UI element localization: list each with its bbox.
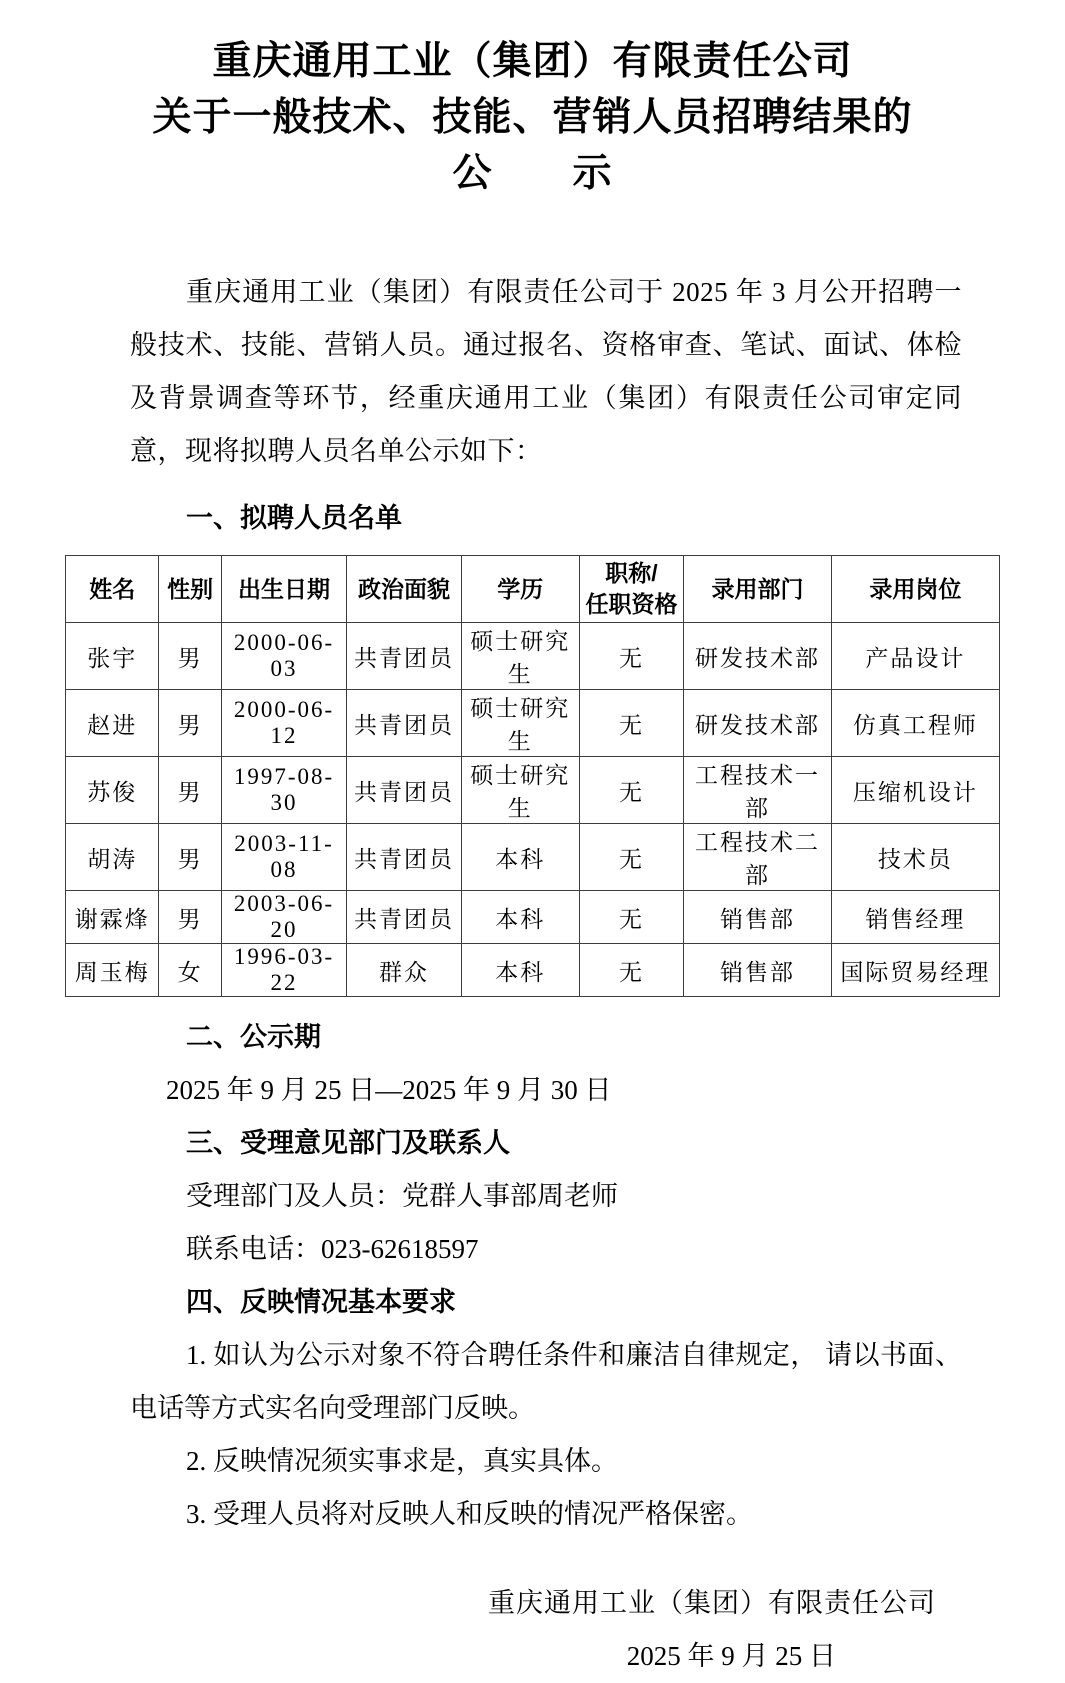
table-cell: 2003-06-20 <box>221 891 346 944</box>
table-body <box>66 623 1000 997</box>
table-cell: 本科 <box>461 944 579 997</box>
contact-phone-line: 联系电话：023-62618597 <box>186 1234 479 1264</box>
signature-date: 2025 年 9 月 25 日 <box>626 1641 836 1671</box>
section1-heading: 一、拟聘人员名单 <box>186 503 402 533</box>
table-cell: 工程技术二部 <box>684 824 832 891</box>
requirement-item-3: 3. 受理人员将对反映人和反映的情况严格保密。 <box>186 1499 753 1529</box>
table-cell: 共青团员 <box>347 690 462 757</box>
title-line-subject: 关于一般技术、技能、营销人员招聘结果的 <box>152 96 913 139</box>
table-cell: 无 <box>579 891 684 944</box>
requirement-item-1: 1. 如认为公示对象不符合聘任条件和廉洁自律规定， 请以书面、电话等方式实名向受理部门反映。 <box>130 1340 962 1423</box>
table-cell: 男 <box>159 891 222 944</box>
table-cell: 男 <box>159 623 222 690</box>
table-cell: 产品设计 <box>831 623 999 690</box>
table-cell: 本科 <box>461 891 579 944</box>
section4-heading: 四、反映情况基本要求 <box>186 1287 456 1317</box>
table-cell: 女 <box>159 944 222 997</box>
table-cell: 硕士研究生 <box>461 690 579 757</box>
table-row <box>66 944 1000 997</box>
table-cell: 无 <box>579 690 684 757</box>
table-cell: 无 <box>579 757 684 824</box>
table-cell: 2000-06-12 <box>221 690 346 757</box>
table-cell: 1997-08-30 <box>221 757 346 824</box>
table-cell: 销售部 <box>684 944 832 997</box>
table-cell: 仿真工程师 <box>831 690 999 757</box>
table-cell: 张宇 <box>66 623 159 690</box>
table-cell: 群众 <box>347 944 462 997</box>
table-cell: 国际贸易经理 <box>831 944 999 997</box>
table-row <box>66 690 1000 757</box>
table-cell: 共青团员 <box>347 623 462 690</box>
table-cell: 销售部 <box>684 891 832 944</box>
document-title <box>0 34 1065 202</box>
table-cell: 硕士研究生 <box>461 623 579 690</box>
table-cell: 无 <box>579 944 684 997</box>
hired-personnel-table <box>65 555 1000 997</box>
table-cell: 本科 <box>461 824 579 891</box>
table-cell: 谢霖烽 <box>66 891 159 944</box>
table-cell: 技术员 <box>831 824 999 891</box>
table-cell: 2000-06-03 <box>221 623 346 690</box>
table-cell: 共青团员 <box>347 891 462 944</box>
table-cell: 研发技术部 <box>684 690 832 757</box>
header-hiring-position: 录用岗位 <box>831 556 999 623</box>
table-cell: 共青团员 <box>347 757 462 824</box>
table-cell: 男 <box>159 690 222 757</box>
table-cell: 共青团员 <box>347 824 462 891</box>
signature-block <box>0 1577 1065 1683</box>
table-cell: 工程技术一部 <box>684 757 832 824</box>
table-cell: 2003-11-08 <box>221 824 346 891</box>
table-cell: 苏俊 <box>66 757 159 824</box>
header-birthdate: 出生日期 <box>221 556 346 623</box>
table-row <box>66 891 1000 944</box>
table-cell: 周玉梅 <box>66 944 159 997</box>
table-header-row <box>66 556 1000 623</box>
table-cell: 无 <box>579 824 684 891</box>
table-cell: 男 <box>159 824 222 891</box>
contact-department-line: 受理部门及人员：党群人事部周老师 <box>186 1181 618 1211</box>
table-row <box>66 623 1000 690</box>
table-cell: 无 <box>579 623 684 690</box>
title-line-company: 重庆通用工业（集团）有限责任公司 <box>212 40 853 83</box>
title-line-notice: 公 示 <box>452 152 613 195</box>
table-cell: 胡涛 <box>66 824 159 891</box>
signature-company: 重庆通用工业（集团）有限责任公司 <box>488 1588 936 1618</box>
section3-heading: 三、受理意见部门及联系人 <box>186 1128 510 1158</box>
header-political-status: 政治面貌 <box>347 556 462 623</box>
header-name: 姓名 <box>66 556 159 623</box>
header-education: 学历 <box>461 556 579 623</box>
section2-heading: 二、公示期 <box>186 1022 321 1052</box>
table-row <box>66 757 1000 824</box>
intro-paragraph: 重庆通用工业（集团）有限责任公司于 2025 年 3 月公开招聘一般技术、技能、营销人员。通过报名、资格审查、笔试、面试、体检及背景调查等环节，经重庆通用工业（集团）有限责任公司审定同意，现将拟聘人员名单公示如下： <box>130 277 962 466</box>
table-cell: 赵进 <box>66 690 159 757</box>
header-title-qualification: 职称/ 任职资格 <box>579 556 684 623</box>
table-cell: 销售经理 <box>831 891 999 944</box>
requirement-item-2: 2. 反映情况须实事求是，真实具体。 <box>186 1446 618 1476</box>
table-cell: 硕士研究生 <box>461 757 579 824</box>
header-gender: 性别 <box>159 556 222 623</box>
table-cell: 研发技术部 <box>684 623 832 690</box>
table-row <box>66 824 1000 891</box>
publicity-period: 2025 年 9 月 25 日—2025 年 9 月 30 日 <box>166 1075 612 1105</box>
table-cell: 压缩机设计 <box>831 757 999 824</box>
table-cell: 男 <box>159 757 222 824</box>
table-cell: 1996-03-22 <box>221 944 346 997</box>
header-hiring-department: 录用部门 <box>684 556 832 623</box>
